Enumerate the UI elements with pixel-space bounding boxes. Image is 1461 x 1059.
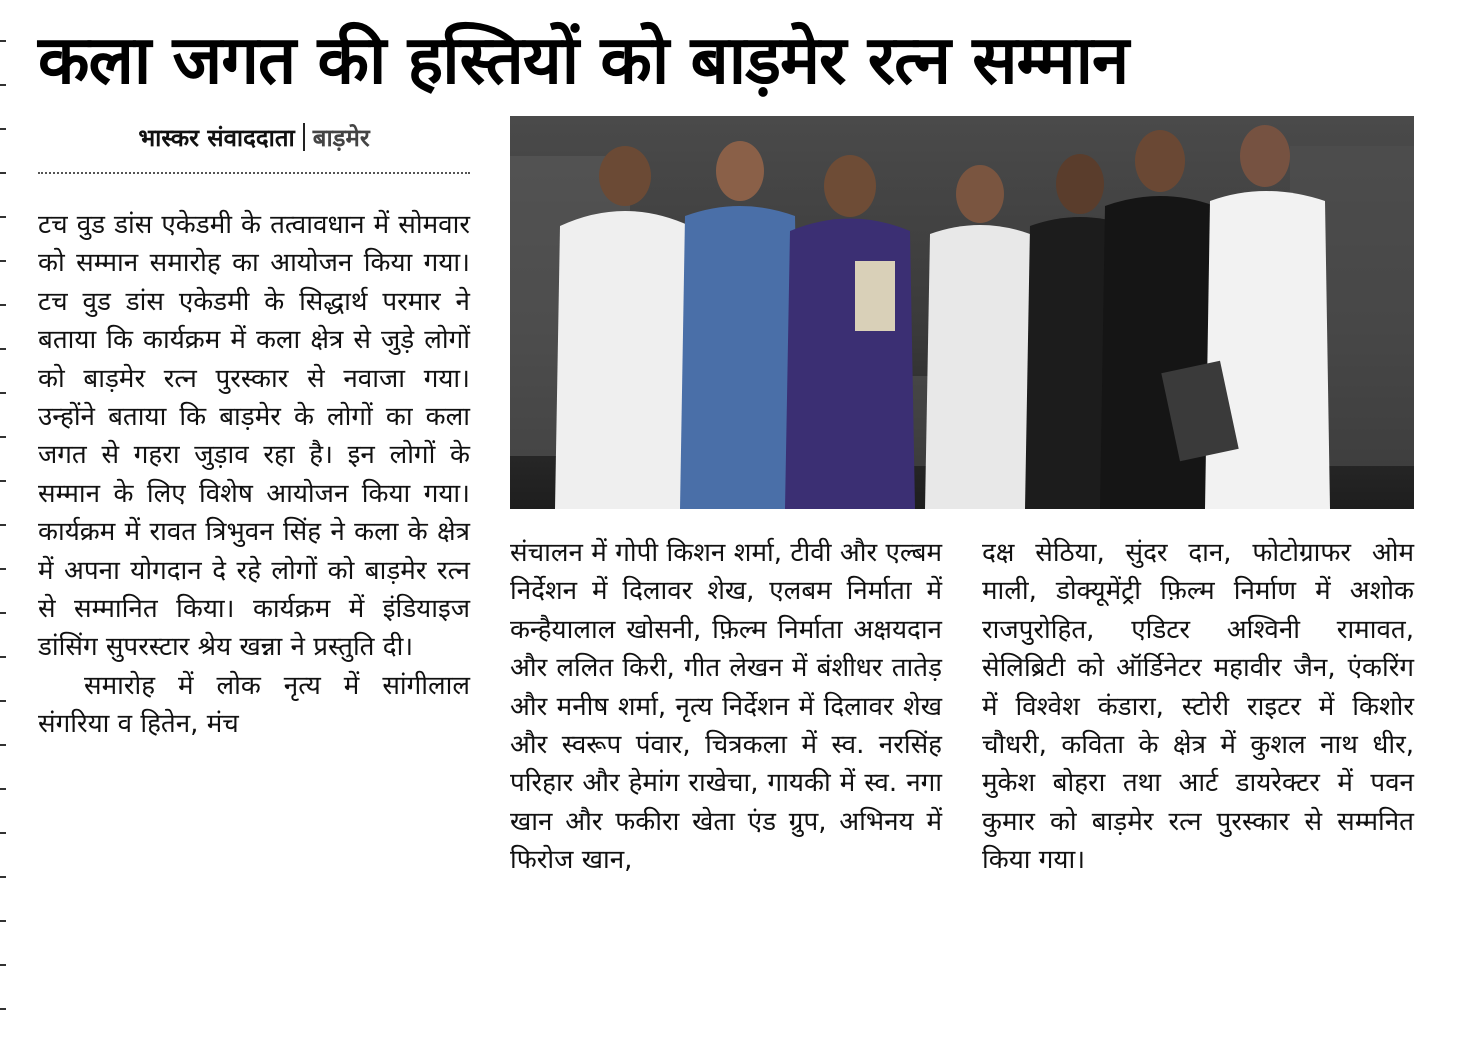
award-ceremony-photo bbox=[510, 116, 1414, 509]
byline-separator bbox=[303, 123, 305, 151]
byline bbox=[38, 118, 470, 158]
article-column-1 bbox=[38, 206, 470, 1046]
body-paragraph-1: टच वुड डांस एकेडमी के तत्वावधान में सोमवार को सम्मान समारोह का आयोजन किया गया। टच वुड डांस एकेडमी के सिद्धार्थ परमार ने बताया कि कार्यक्रम में कला क्षेत्र से जुड़े लोगों को बाड़मेर रत्न पुरस्कार से नवाजा गया। उन्होंने बताया कि बाड़मेर के लोगों का कला जगत से गहरा जुड़ाव रहा है। इन लोगों के सम्मान के लिए विशेष आयोजन किया गया। कार्यक्रम में रावत त्रिभुवन सिंह ने कला के क्षेत्र में अपना योगदान दे रहे लोगों को बाड़मेर रत्न से सम्मानित किया। कार्यक्रम में इंडियाइज डांसिंग सुपरस्टार श्रेय खन्ना ने प्रस्तुति दी। bbox=[38, 210, 470, 663]
article-column-3 bbox=[982, 534, 1414, 1034]
byline-place: बाड़मेर bbox=[312, 124, 370, 152]
byline-reporter: भास्कर संवाददाता bbox=[138, 124, 295, 152]
byline-divider bbox=[38, 172, 470, 174]
body-paragraph-2: समारोह में लोक नृत्य में सांगीलाल संगरिया व हितेन, मंच bbox=[38, 670, 470, 740]
headline: कला जगत की हस्तियों को बाड़मेर रत्न सम्मान bbox=[38, 21, 1129, 99]
group-photo-illustration bbox=[510, 116, 1414, 509]
body-paragraph-4: दक्ष सेठिया, सुंदर दान, फोटोग्राफर ओम माली, डोक्यूमेंट्री फ़िल्म निर्माण में अशोक राजपुरोहित, एडिटर अश्विनी रामावत, सेलिब्रिटी को ऑर्डिनेटर महावीर जैन, एंकरिंग में विश्वेश कंडारा, स्टोरी राइटर में किशोर चौधरी, कविता के क्षेत्र में कुशल नाथ धीर, मुकेश बोहरा तथा आर्ट डायरेक्टर में पवन कुमार को बाड़मेर रत्न पुरस्कार से सम्मनित किया गया। bbox=[982, 538, 1414, 876]
body-paragraph-3: संचालन में गोपी किशन शर्मा, टीवी और एल्बम निर्देशन में दिलावर शेख, एलबम निर्माता में कन्हैयालाल खोसनी, फ़िल्म निर्माता अक्षयदान और ललित किरी, गीत लेखन में बंशीधर तातेड़ और मनीष शर्मा, नृत्य निर्देशन में दिलावर शेख और स्वरूप पंवार, चित्रकला में स्व. नरसिंह परिहार और हेमांग राखेचा, गायकी में स्व. नगा खान और फकीरा खेता एंड ग्रुप, अभिनय में फिरोज खान, bbox=[510, 538, 942, 876]
article-column-2 bbox=[510, 534, 942, 1034]
margin-tick-marks bbox=[0, 0, 10, 1059]
